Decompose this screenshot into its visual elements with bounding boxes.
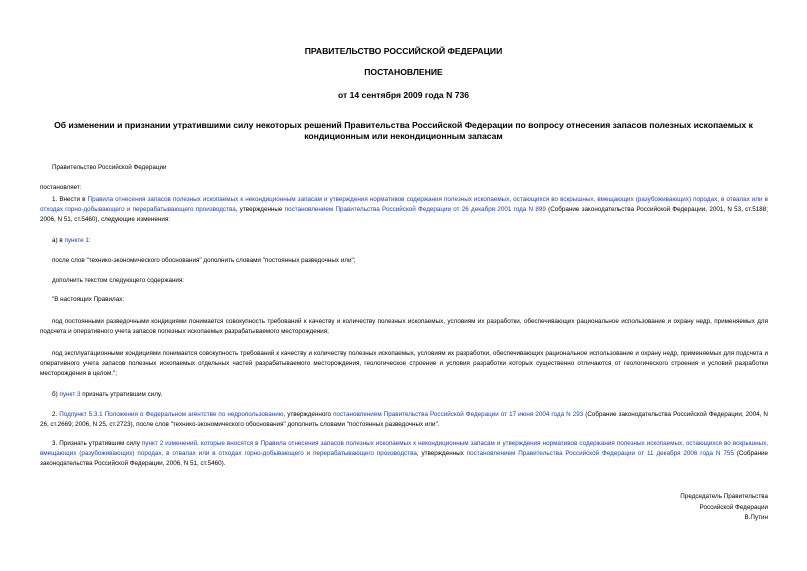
item-1-prefix: 1. Внести в [52,196,88,203]
signature-country: Российской Федерации [699,503,768,511]
point-1-link[interactable]: пункте 1 [64,237,89,244]
document-date: от 14 сентября 2009 года N 736 [337,90,470,100]
resolution-755-link[interactable]: постановлением Правительства Российской Федерации от 11 декабря 2006 года N 755 [466,450,734,457]
resolution-293-link[interactable]: постановлением Правительства Российской Федерации от 17 июня 2004 года N 293 [333,411,584,418]
subitem-b-prefix: б) [52,391,60,398]
document-type-heading: ПОСТАНОВЛЕНИЕ [364,67,443,77]
document-title: Об изменении и признании утратившими силу некоторых решений Правительства Российской Федерации по вопросу отнесения запасов полезных ископаемых к кондиционным или некондиционным запасам [54,120,753,141]
definition-1-paragraph: под постоянными разведочными кондициями понимается совокупность требований к качеству и количеству полезных ископаемых, условиям их разработки, обеспечивающих рациональное использование и охрану недр, применяемых для подсчета и оперативного учета запасов полезных ископаемых разрабатываемого месторождения; [40,318,768,335]
subpoint-5-3-1-link[interactable]: Подпункт 5.3.1 Положения о Федеральном агентстве по недропользованию [59,411,284,418]
add-text-paragraph: дополнить текстом следующего содержания: [52,277,185,284]
changes-point-2-link[interactable]: пункт 2 изменений, которые вносятся в Правила отнесения запасов полезных ископаемых к некондиционным запасам и утверждения нормативов содержания полезных ископаемых, остающихся во вскрышных, вмещающих (разубоживающих) породах, в отвалах или в отходах горно-добывающего и перерабатывающего производства [40,440,768,457]
item-3-suffix: (Собрание законодательства Российской Федерации, 2006, N 51, ст.5460). [40,450,768,467]
item-2-paragraph [40,410,768,430]
definition-2-paragraph: под эксплуатационными кондициями понимается совокупность требований к качеству и количеству полезных ископаемых, условиям их разработки, обеспечивающих рациональное использование и охрану недр, применяемых для подсчета и оперативного учета запасов полезных ископаемых отдельных частей разрабатываемого месторождения, геологическое строение и условия разработки которых существенно отличаются от геологического строения и условий разработки месторождения в целом."; [40,350,768,377]
item-2-suffix: (Собрание законодательства Российской Федерации, 2004, N 26, ст.2669; 2006, N 25, ст.2723), после слов "технико-экономического обоснования" дополнить словами "постоянных разведочных или". [40,411,768,428]
subitem-a-prefix: а) в [52,237,65,244]
item-2-prefix: 2. [52,411,60,418]
item-3-prefix: 3. Признать утратившим силу [52,440,142,447]
intro-paragraph: Правительство Российской Федерации [52,164,167,171]
subitem-b-paragraph [40,390,768,400]
item-3-mid: , утвержденных [416,450,467,457]
government-heading: ПРАВИТЕЛЬСТВО РОССИЙСКОЙ ФЕДЕРАЦИИ [304,46,503,56]
signature-position: Председатель Правительства [680,493,768,500]
quote-start-paragraph: "В настоящих Правилах: [52,296,125,303]
item-1-mid: , утвержденные [235,206,285,213]
item-1-paragraph [40,195,768,225]
signature-block [680,492,768,524]
subitem-b-suffix: признать утратившим силу. [80,391,163,398]
resolves-paragraph: постановляет: [40,184,82,191]
resolution-899-link[interactable]: постановлением Правительства Российской Федерации от 26 декабря 2001 года N 899 [284,206,546,213]
item-1-suffix: (Собрание законодательства Российской Федерации, 2001, N 53, ст.5188; 2006, N 51, ст.5460), следующие изменения: [40,206,768,223]
point-3-link[interactable]: пункт 3 [59,391,81,398]
rules-link[interactable]: Правила отнесения запасов полезных ископаемых к некондиционным запасам и утверждения нормативов содержания полезных ископаемых, остающихся во вскрышных, вмещающих (разубоживающих) породах, в отвалах или в отходах горно-добывающего и перерабатывающего производства [40,196,768,213]
signature-name: В.Путин [744,514,768,521]
after-words-paragraph: после слов "технико-экономического обоснования" дополнить словами "постоянных разведочных или"; [52,257,356,264]
item-2-mid: , утвержденного [283,411,334,418]
subitem-a-suffix: : [88,237,91,244]
item-3-paragraph [40,439,768,469]
subitem-a-paragraph [40,236,768,246]
